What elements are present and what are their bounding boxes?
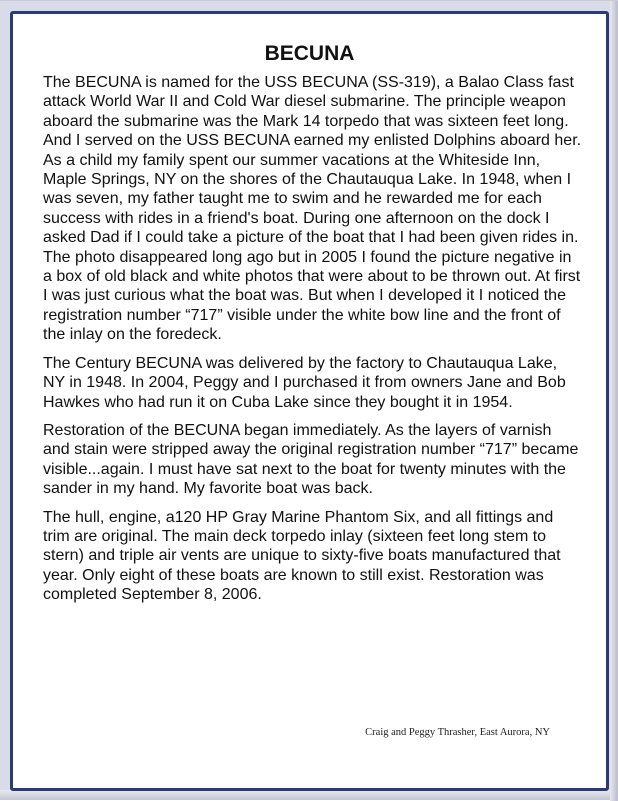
- document-panel: [10, 11, 609, 791]
- paragraph-restoration: Restoration of the BECUNA began immediately. As the layers of varnish and stain were stripped away the original registration number “717” became visible...again. I must have sat next to the boat for twenty minutes with the sander in my hand. My favorite boat was back.: [43, 421, 579, 498]
- signature-line: Craig and Peggy Thrasher, East Aurora, NY: [365, 727, 550, 738]
- paragraph-origin-story: The BECUNA is named for the USS BECUNA (SS-319), a Balao Class fast attack World War II and Cold War diesel submarine. The principle weapon aboard the submarine was the Mark 14 torpedo that was sixteen feet long. And I served on the USS BECUNA earned my enlisted Dolphins aboard her. As a child my family spent our summer vacations at the Whiteside Inn, Maple Springs, NY on the shores of the Chautauqua Lake. In 1948, when I was seven, my father taught me to swim and he rewarded me for each success with rides in a friend's boat. During one afternoon on the dock I asked Dad if I could take a picture of the boat that I had been given rides in. The photo disappeared long ago but in 2005 I found the picture negative in a box of old black and white photos that were about to be thrown out. At first I was just curious what the boat was. But when I developed it I noticed the registration number “717” visible under the white bow line and the front of the inlay on the foredeck.: [43, 74, 582, 344]
- paragraph-specifications: The hull, engine, a120 HP Gray Marine Phantom Six, and all fittings and trim are original. The main deck torpedo inlay (sixteen feet long stem to stern) and triple air vents are unique to sixty-five boats manufactured that year. Only eight of these boats are known to still exist. Restoration was completed September 8, 2006.: [43, 508, 561, 604]
- paragraph-purchase: The Century BECUNA was delivered by the factory to Chautauqua Lake, NY in 1948. In 2004, Peggy and I purchased it from owners Jane and Bob Hawkes who had run it on Cuba Lake since they bought it in 1954.: [43, 354, 566, 411]
- document-title: BECUNA: [264, 42, 355, 65]
